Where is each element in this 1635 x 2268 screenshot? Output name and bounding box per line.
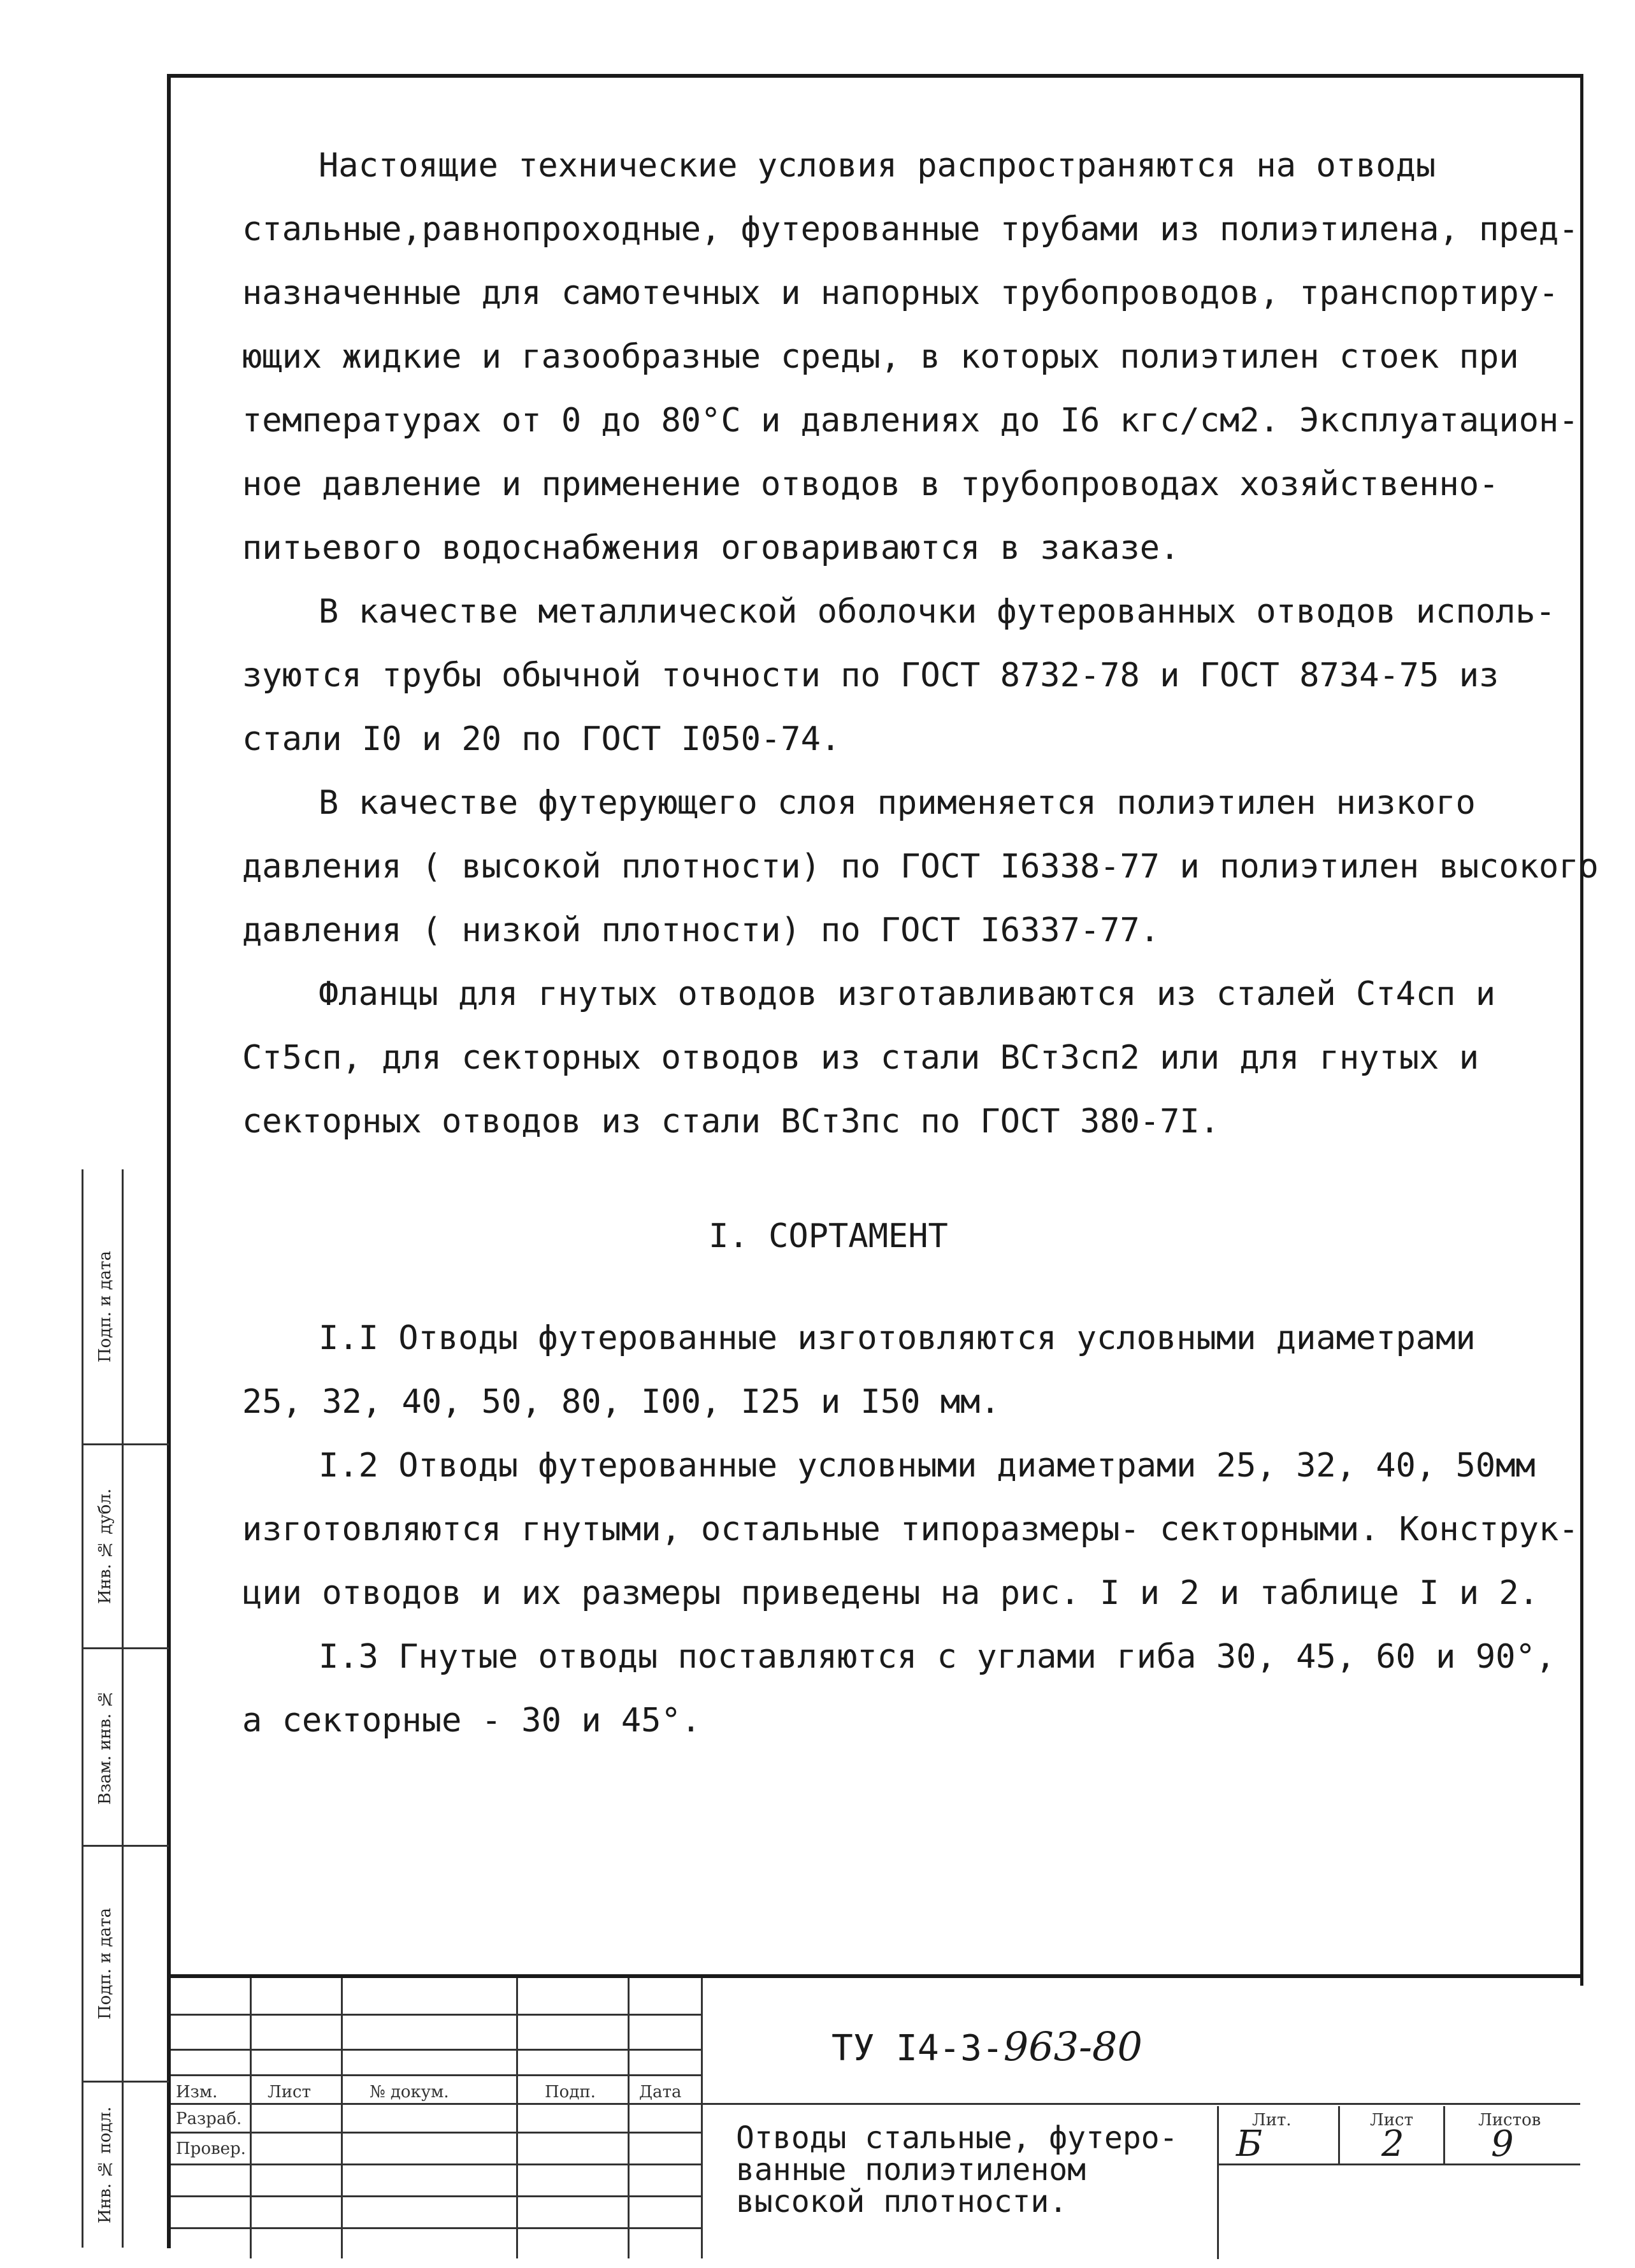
paragraph-steel-shell (242, 580, 1574, 771)
sheet-value: 2 (1381, 2123, 1404, 2165)
text-line: I.3 Гнутые отводы поставляются с углами гиба 30, 45, 60 и 90°, (319, 1638, 1556, 1676)
text-line: Настоящие технические условия распространяются на отводы (319, 147, 1436, 185)
side-label-replace-inv: Взам. инв. № (96, 1689, 115, 1805)
tb-line (171, 2132, 701, 2134)
text-line: I.2 Отводы футерованные условными диаметрами 25, 32, 40, 50мм (319, 1447, 1536, 1485)
text-line: давления ( высокой плотности) по ГОСТ I6338-77 и полиэтилен высокого (242, 848, 1599, 886)
col-label-list: Лист (268, 2083, 311, 2102)
tb-line (701, 1978, 703, 2258)
binding-strip (82, 1169, 169, 2248)
tb-line (171, 2163, 701, 2165)
side-label-orig-inv: Инв. № подл. (96, 2106, 115, 2224)
text-line: давления ( низкой плотности) по ГОСТ I6337-77. (242, 911, 1160, 950)
tb-line (171, 2195, 701, 2197)
sheets-label: Листов (1478, 2111, 1541, 2130)
text-line: температурах от 0 до 80°С и давлениях до I6 кгс/см2. Эксплуатацион- (242, 401, 1579, 440)
document-code (832, 2023, 1142, 2070)
tb-line (171, 2014, 701, 2016)
text-line: питьевого водоснабжения оговариваются в заказе. (242, 529, 1180, 567)
text-line: стальные,равнопроходные, футерованные трубами из полиэтилена, пред- (242, 210, 1579, 249)
text-line: стали I0 и 20 по ГОСТ I050-74. (242, 720, 841, 758)
col-label-izm: Изм. (176, 2083, 218, 2102)
clause-1-1 (242, 1306, 1574, 1434)
col-label-podp: Подп. (545, 2083, 596, 2102)
tb-line (1443, 2106, 1445, 2163)
col-label-dokum: № докум. (370, 2083, 449, 2102)
title-line: высокой плотности. (736, 2184, 1068, 2220)
text-line: ющих жидкие и газообразные среды, в которых полиэтилен стоек при (242, 338, 1519, 376)
section-title: I. СОРТАМЕНТ (709, 1217, 948, 1255)
frame-top-border (167, 74, 1580, 78)
tb-line (341, 1978, 343, 2258)
side-label-sign-date: Подп. и дата (96, 1250, 115, 1362)
text-line: назначенные для самотечных и напорных трубопроводов, транспортиру- (242, 274, 1559, 312)
sheets-value: 9 (1491, 2123, 1514, 2165)
document-body (242, 134, 1599, 1752)
document-code-prefix: ТУ I4-3- (832, 2028, 1004, 2069)
tb-line (171, 2227, 701, 2229)
text-line: 25, 32, 40, 50, 80, I00, I25 и I50 мм. (242, 1383, 1000, 1421)
text-line: В качестве металлической оболочки футерованных отводов исполь- (319, 593, 1556, 631)
title-line: Отводы стальные, футеро- (736, 2120, 1178, 2156)
row-label-prover: Провер. (176, 2139, 246, 2158)
text-line: Фланцы для гнутых отводов изготавливаются из сталей Ст4сп и (319, 975, 1496, 1013)
text-line: ное давление и применение отводов в трубопроводах хозяйственно- (242, 465, 1499, 503)
side-label-dup-inv: Инв. № дубл. (96, 1488, 115, 1605)
text-line: зуются трубы обычной точности по ГОСТ 8732-78 и ГОСТ 8734-75 из (242, 656, 1499, 695)
frame-right-border (1580, 74, 1583, 1986)
text-line: секторных отводов из стали ВСт3пс по ГОСТ 380-7I. (242, 1102, 1220, 1141)
lit-label: Лит. (1252, 2111, 1292, 2130)
document-title (736, 2122, 1178, 2218)
text-line: Ст5сп, для секторных отводов из стали ВСт3сп2 или для гнутых и (242, 1039, 1480, 1077)
text-line: В качестве футерующего слоя применяется полиэтилен низкого (319, 784, 1476, 822)
tb-line (171, 2074, 701, 2076)
paragraph-lining (242, 771, 1599, 962)
clause-1-3 (242, 1625, 1574, 1752)
tb-line (250, 1978, 252, 2258)
title-line: ванные полиэтиленом (736, 2152, 1086, 2188)
sheet-label: Лист (1370, 2111, 1413, 2130)
tb-line (1338, 2106, 1340, 2163)
tb-line (171, 2049, 701, 2051)
row-label-razrab: Разраб. (176, 2109, 242, 2128)
paragraph-scope (242, 134, 1579, 580)
lit-value: Б (1236, 2123, 1263, 2165)
text-line: изготовляются гнутыми, остальные типоразмеры- секторными. Конструк- (242, 1510, 1579, 1549)
tb-line (171, 2103, 1580, 2105)
title-block (171, 1974, 1580, 2265)
tb-line (516, 1978, 518, 2258)
tb-line (1217, 2106, 1219, 2259)
col-label-data: Дата (639, 2083, 682, 2102)
text-line: ции отводов и их размеры приведены на рис. I и 2 и таблице I и 2. (242, 1574, 1539, 1612)
text-line: а секторные - 30 и 45°. (242, 1701, 702, 1740)
document-code-number: 963-80 (1003, 2023, 1142, 2070)
tb-line (628, 1978, 630, 2258)
clause-1-2 (242, 1434, 1579, 1625)
paragraph-flanges (242, 962, 1574, 1153)
side-label-sign-date-2: Подп. и дата (96, 1907, 115, 2020)
text-line: I.I Отводы футерованные изготовляются условными диаметрами (319, 1319, 1476, 1357)
